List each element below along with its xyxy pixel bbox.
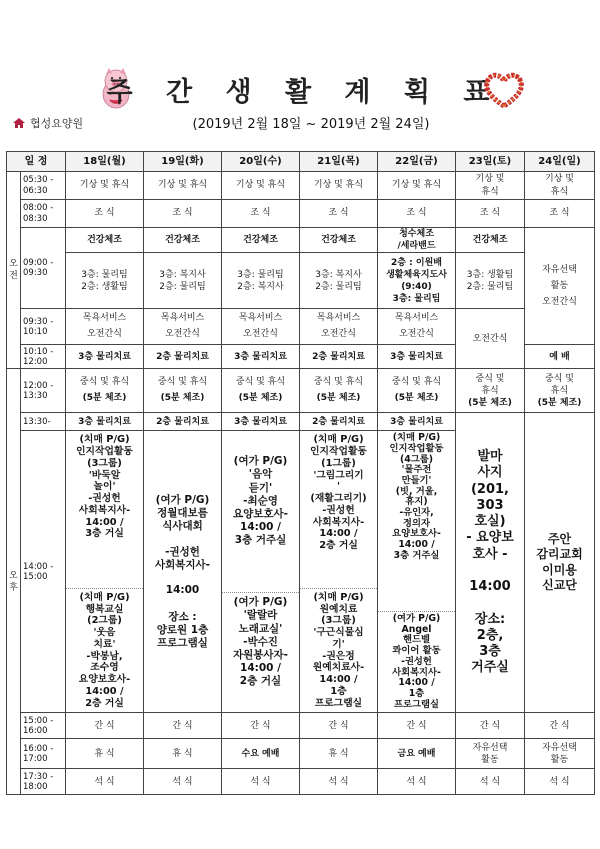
cell: 3층 물리치료	[66, 413, 144, 431]
cell: 건강체조	[66, 228, 144, 253]
cell: 자유선택 활동	[456, 739, 525, 769]
cell: 간 식	[525, 713, 595, 739]
cell: 휴 식	[300, 739, 378, 769]
cell: 휴 식	[144, 739, 222, 769]
wed-programs	[222, 431, 300, 713]
cell: 3층: 복지사 2층: 물리팀	[300, 253, 378, 309]
row-health	[7, 228, 595, 253]
organization-name: 협성요양원	[30, 117, 84, 130]
thu-program-1: (치매 P/G) 인지작업활동 (1그룹) '그림그리기 ' (재활그리기) -권성헌 사회복지사- 14:00 / 2층 거실	[310, 434, 367, 552]
time-1010: 10:10 - 12:00	[21, 345, 66, 369]
cell	[525, 369, 595, 413]
am-snack: 오전간식	[165, 328, 200, 339]
header-tue: 19일(화)	[144, 152, 222, 172]
cell: 석 식	[378, 769, 456, 795]
cell: 3층 물리치료	[222, 345, 300, 369]
sat-program: 발마 사지 (201, 303 호실) - 요양보 호사 - 14:00 장소: 2층, 3층 거주실	[456, 413, 525, 713]
cell: 조 식	[144, 200, 222, 228]
cell: 간 식	[300, 713, 378, 739]
cell	[378, 309, 456, 345]
am-snack: 오전간식	[321, 328, 356, 339]
cell: 기상 및 휴식	[222, 172, 300, 200]
row-lunch	[7, 369, 595, 413]
tue-programs	[144, 431, 222, 713]
sun-program: 주안 감리교회 이미용 신교단	[525, 413, 595, 713]
time-1200: 12:00 - 13:30	[21, 369, 66, 413]
cell: 조 식	[456, 200, 525, 228]
row-breakfast	[7, 200, 595, 228]
cell	[300, 369, 378, 413]
heart-wreath-icon	[483, 70, 525, 110]
weekly-schedule-table	[6, 151, 595, 795]
cell: 간 식	[378, 713, 456, 739]
time-1500: 15:00 - 16:00	[21, 713, 66, 739]
wed-program-2: (여가 P/G) '랄랄라 노래교실' -박수진 자원봉사자- 14:00 / 2층 거실	[222, 592, 299, 691]
cell: 3층 물리치료	[378, 345, 456, 369]
lunch: 중식 및 휴식	[79, 377, 130, 388]
tue-program-2: 14:00 장소 : 양로원 1층 프로그램실	[156, 584, 209, 649]
stretch: (5분 체조)	[537, 397, 582, 408]
cell: 2층 물리치료	[300, 345, 378, 369]
lunch: 중식 및 휴식	[545, 373, 574, 396]
row-pt-pm	[7, 413, 595, 431]
stretch: (5분 체조)	[160, 392, 205, 403]
lunch: 중식 및 휴식	[391, 377, 442, 388]
row-wake	[7, 172, 595, 200]
time-1730: 17:30 - 18:00	[21, 769, 66, 795]
time-0900: 09:00 - 09:30	[21, 228, 66, 309]
cell: 조 식	[66, 200, 144, 228]
thu-programs	[300, 431, 378, 713]
cell	[144, 369, 222, 413]
cell: 조 식	[222, 200, 300, 228]
cell: 3층: 물리팀 2층: 복지사	[222, 253, 300, 309]
stretch: (5분 체조)	[468, 397, 512, 408]
bath: 목욕서비스	[316, 313, 361, 324]
cell: 3층: 물리팀 2층: 생활팀	[66, 253, 144, 309]
row-dinner	[7, 769, 595, 795]
row-rest	[7, 739, 595, 769]
time-0930: 09:30 - 10:10	[21, 309, 66, 345]
cell: 석 식	[525, 769, 595, 795]
cell	[456, 369, 525, 413]
stretch: (5분 체조)	[82, 392, 127, 403]
cell: 간 식	[66, 713, 144, 739]
bath: 목욕서비스	[82, 313, 127, 324]
cell: 청수체조 /세라밴드	[378, 228, 456, 253]
cell: 조 식	[300, 200, 378, 228]
lunch: 중식 및 휴식	[313, 377, 364, 388]
header-thu: 21일(목)	[300, 152, 378, 172]
time-0530: 05:30 - 06:30	[21, 172, 66, 200]
cell: 기상 및 휴식	[525, 172, 595, 200]
cell	[378, 369, 456, 413]
cell: 간 식	[144, 713, 222, 739]
cell: 간 식	[222, 713, 300, 739]
cell: 예 배	[525, 345, 595, 369]
cell: 자유선택 활동	[525, 739, 595, 769]
cell: 기상 및 휴식	[300, 172, 378, 200]
cell	[66, 369, 144, 413]
cell	[222, 309, 300, 345]
cell: 간 식	[456, 713, 525, 739]
fri-program-1: (치매 P/G) 인지작업활동 (4그룹) '물주전 만들기' (빗, 거울, 휴지) -유인자, 정의자 요양보호사- 14:00 / 3층 거주실	[389, 432, 444, 561]
cell: 건강체조	[300, 228, 378, 253]
cell: 3층 물리치료	[66, 345, 144, 369]
cell: 수요 예배	[222, 739, 300, 769]
date-period: (2019년 2월 18일 ~ 2019년 2월 24일)	[192, 117, 430, 132]
cell: 3층 물리치료	[378, 413, 456, 431]
header-fri: 22일(금)	[378, 152, 456, 172]
cell: 오전간식	[456, 309, 525, 369]
cell	[144, 309, 222, 345]
cell: 기상 및 휴식	[456, 172, 525, 200]
cell: 2층 물리치료	[144, 345, 222, 369]
mon-programs	[66, 431, 144, 713]
bath: 목욕서비스	[238, 313, 283, 324]
am-snack: 오전간식	[243, 328, 278, 339]
header-sat: 23일(토)	[456, 152, 525, 172]
page-title: 주 간 생 활 계 획 표	[106, 77, 502, 108]
pm-label: 오 후	[7, 369, 21, 795]
cell	[300, 309, 378, 345]
row-bath	[7, 309, 595, 345]
cell: 3층: 생활팀 2층: 물리팀	[456, 253, 525, 309]
stretch: (5분 체조)	[394, 392, 439, 403]
row-team	[7, 253, 595, 309]
cell: 석 식	[222, 769, 300, 795]
time-0800: 08:00 - 08:30	[21, 200, 66, 228]
am-snack: 오전간식	[399, 328, 434, 339]
cell	[66, 309, 144, 345]
mon-program-1: (치매 P/G) 인지작업활동 (3그룹) '바둑알 놀이' -권성헌 사회복지사- 14:00 / 3층 거실	[76, 434, 133, 540]
cell: 기상 및 휴식	[378, 172, 456, 200]
stretch: (5분 체조)	[316, 392, 361, 403]
mon-program-2: (치매 P/G) 행복교실 (2그룹) '웃음 치료' -박봉남, 조수영 요양보호사- 14:00 / 2층 거실	[66, 588, 143, 713]
cell: 건강체조	[222, 228, 300, 253]
am-snack: 오전간식	[87, 328, 122, 339]
header-sun: 24일(일)	[525, 152, 595, 172]
header-row	[7, 152, 595, 172]
cell: 기상 및 휴식	[66, 172, 144, 200]
cell: 휴 식	[66, 739, 144, 769]
header-mon: 18일(월)	[66, 152, 144, 172]
stretch: (5분 체조)	[238, 392, 283, 403]
cell: 2층 : 이원배 생활체육지도사 (9:40) 3층: 물리팀	[378, 253, 456, 309]
cell: 건강체조	[144, 228, 222, 253]
time-1330: 13:30-	[21, 413, 66, 431]
wed-program-1: (여가 P/G) '음악 듣기' -최순영 요양보호사- 14:00 / 3층 거주실	[232, 455, 289, 547]
cell: 석 식	[300, 769, 378, 795]
cell: 조 식	[378, 200, 456, 228]
cell: 3층 물리치료	[222, 413, 300, 431]
bath: 목욕서비스	[394, 313, 439, 324]
tue-program-1: (여가 P/G) 정월대보름 식사대회 -권성헌 사회복지사-	[154, 493, 211, 572]
cell: 2층 물리치료	[144, 413, 222, 431]
lunch: 중식 및 휴식	[235, 377, 286, 388]
cell: 2층 물리치료	[300, 413, 378, 431]
bath: 목욕서비스	[160, 313, 205, 324]
cell: 건강체조	[456, 228, 525, 253]
time-1400: 14:00 - 15:00	[21, 431, 66, 713]
fri-program-2: (여가 P/G) Angel 핸드벨 콰이어 활동 -권성헌 사회복지사- 14:00 / 1층 프로그램실	[378, 611, 455, 712]
header-wed: 20일(수)	[222, 152, 300, 172]
lunch: 중식 및 휴식	[475, 373, 505, 396]
cell: 기상 및 휴식	[144, 172, 222, 200]
cell: 3층: 복지사 2층: 물리팀	[144, 253, 222, 309]
thu-program-2: (치매 P/G) 원예치료 (3그룹) '구근식물심 기' -권은정 원예치료사- 14:00 / 1층 프로그램실	[300, 588, 377, 713]
lunch: 중식 및 휴식	[157, 377, 208, 388]
time-1600: 16:00 - 17:00	[21, 739, 66, 769]
cell: 자유선택 활동 오전간식	[525, 228, 595, 345]
cell: 금요 예배	[378, 739, 456, 769]
fri-programs	[378, 431, 456, 713]
row-snack	[7, 713, 595, 739]
am-label: 오 전	[7, 172, 21, 369]
header-schedule: 일 정	[7, 152, 66, 172]
cell: 조 식	[525, 200, 595, 228]
cell	[222, 369, 300, 413]
cell: 석 식	[144, 769, 222, 795]
cell: 석 식	[66, 769, 144, 795]
cell: 석 식	[456, 769, 525, 795]
